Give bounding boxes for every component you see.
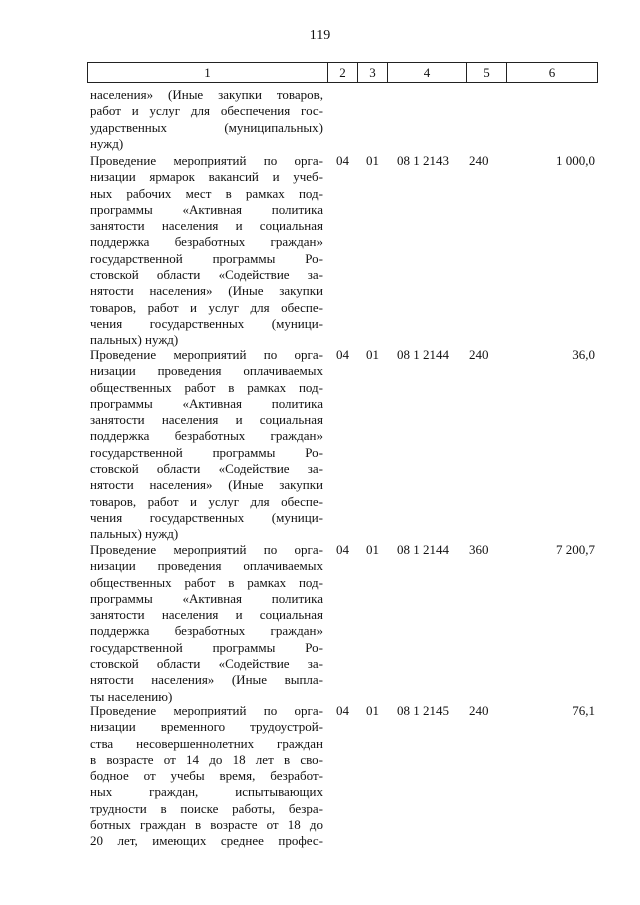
row-csr: 08 1 2144 (397, 347, 449, 362)
row-name-line: нятости населения» (Иные закупки (90, 477, 323, 493)
row-name-line: занятости населения и социальная (90, 607, 323, 623)
row-sum: 76,1 (572, 703, 595, 718)
row-name-line: ных граждан, испытывающих (90, 784, 323, 800)
row-name-line: чения государственных (муници- (90, 509, 323, 525)
row-vr: 360 (469, 542, 489, 557)
row-name (90, 542, 323, 705)
row-podrazdel: 01 (366, 542, 379, 557)
table-header (87, 62, 598, 83)
row-name-line: программы «Активная политика (90, 201, 323, 217)
page-number: 119 (309, 28, 331, 43)
row-name (90, 703, 323, 850)
row-name-line: в возрасте от 14 до 18 лет в сво- (90, 751, 323, 767)
header-col-6: 6 (548, 65, 556, 80)
row-razdel: 04 (336, 347, 349, 362)
row-name-line: общественных работ в рамках под- (90, 574, 323, 590)
header-col-5: 5 (467, 63, 507, 82)
row-name (90, 153, 323, 349)
row-name-line: чения государственных (муници- (90, 315, 323, 331)
row-name-line: стовской области «Содействие за- (90, 461, 323, 477)
row-name-line: государственной программы Ро- (90, 444, 323, 460)
row-podrazdel: 01 (366, 153, 379, 168)
row-name-line: занятости населения и социальная (90, 218, 323, 234)
row-name (90, 347, 323, 543)
row-name-line: Проведение мероприятий по орга- (90, 703, 323, 718)
header-col-1: 1 (88, 63, 328, 82)
header-col-3: 3 (358, 63, 388, 82)
row-name-line: стовской области «Содействие за- (90, 267, 323, 283)
row-name-line: поддержка безработных граждан» (90, 234, 323, 250)
row-name-line: товаров, работ и услуг для обеспе- (90, 299, 323, 315)
row-name-line: общественных работ в рамках под- (90, 379, 323, 395)
row-csr: 08 1 2145 (397, 703, 449, 718)
row-name-line: пальных) нужд) (90, 526, 179, 542)
row-razdel: 04 (336, 703, 349, 718)
row-csr: 08 1 2143 (397, 153, 449, 168)
row-name-line: низации проведения оплачиваемых (90, 558, 323, 574)
row-name-line: стовской области «Содействие за- (90, 656, 323, 672)
header-col-2: 2 (328, 63, 358, 82)
row-name-line: работ и услуг для обеспечения гос- (90, 103, 323, 119)
row-name-line: низации проведения оплачиваемых (90, 363, 323, 379)
row-name-line: программы «Активная политика (90, 590, 323, 606)
row-name-line: низации ярмарок вакансий и учеб- (90, 169, 323, 185)
row-name-line: пальных) нужд) (90, 332, 179, 348)
row-vr: 240 (469, 153, 489, 168)
row-name-line: занятости населения и социальная (90, 412, 323, 428)
row-name-line: трудности в поиске работы, безра- (90, 800, 323, 816)
row-name-line: ты населению) (90, 688, 173, 704)
row-name-line: товаров, работ и услуг для обеспе- (90, 493, 323, 509)
row-razdel: 04 (336, 153, 349, 168)
row-razdel: 04 (336, 542, 349, 557)
row-name-line: ства несовершеннолетних граждан (90, 735, 323, 751)
row-name-line: бодное от учебы время, безработ- (90, 768, 323, 784)
row-name-line: поддержка безработных граждан» (90, 428, 323, 444)
row-name-line: программы «Активная политика (90, 395, 323, 411)
row-sum: 36,0 (572, 347, 595, 362)
row-vr: 240 (469, 703, 489, 718)
row-name-line: ударственных (муниципальных) (90, 119, 323, 135)
row-name-line: государственной программы Ро- (90, 639, 323, 655)
row-name-line: государственной программы Ро- (90, 250, 323, 266)
row-name-line: Проведение мероприятий по орга- (90, 153, 323, 168)
row-podrazdel: 01 (366, 347, 379, 362)
row-vr: 240 (469, 347, 489, 362)
row-sum: 7 200,7 (556, 542, 595, 557)
row-name-line: поддержка безработных граждан» (90, 623, 323, 639)
row-podrazdel: 01 (366, 703, 379, 718)
row-name-line: нятости населения» (Иные закупки (90, 283, 323, 299)
row-name-line: низации временного трудоустрой- (90, 719, 323, 735)
row-name-line: ных рабочих мест в рамках под- (90, 185, 323, 201)
row-name-line: ботных граждан в возрасте от 18 до (90, 817, 323, 833)
row-csr: 08 1 2144 (397, 542, 449, 557)
row-name-line: Проведение мероприятий по орга- (90, 347, 323, 362)
row-name-line: нятости населения» (Иные выпла- (90, 672, 323, 688)
row-name-line: населения» (Иные закупки товаров, (90, 87, 323, 102)
header-col-4: 4 (388, 63, 467, 82)
row-name-line: 20 лет, имеющих среднее профес- (90, 833, 323, 849)
row-sum: 1 000,0 (556, 153, 595, 168)
row-name-line: Проведение мероприятий по орга- (90, 542, 323, 557)
row-name-line: нужд) (90, 135, 124, 151)
row-name (90, 87, 323, 152)
